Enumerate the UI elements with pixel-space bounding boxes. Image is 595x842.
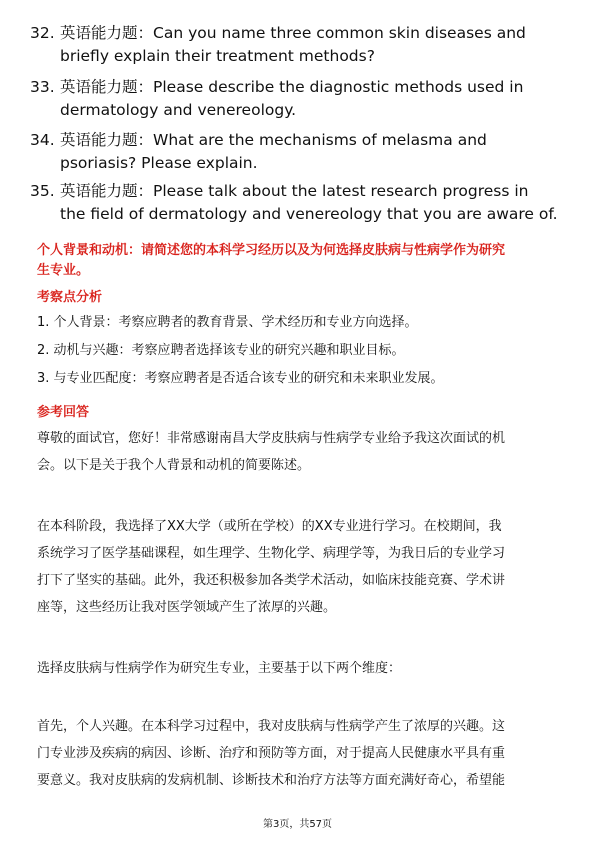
paragraph-line: 选择皮肤病与性病学作为研究生专业，主要基于以下两个维度： — [37, 661, 402, 676]
section-title-line: 生专业。 — [37, 263, 90, 278]
question-number: 34. — [30, 131, 55, 149]
question-text-line: briefly explain their treatment methods? — [60, 47, 375, 65]
paragraph-line: 系统学习了医学基础课程，如生理学、生物化学、病理学等，为我日后的专业学习 — [37, 546, 506, 561]
question-text-line: psoriasis? Please explain. — [60, 154, 258, 172]
question-text-line: 英语能力题：Can you name three common skin diseases and — [60, 24, 526, 42]
answer-paragraph-1 — [37, 425, 562, 479]
section-title — [37, 241, 567, 281]
section-title-line: 个人背景和动机：请简述您的本科学习经历以及为何选择皮肤病与性病学作为研究 — [37, 243, 506, 258]
question-35 — [30, 180, 575, 226]
question-number: 32. — [30, 24, 55, 42]
paragraph-line: 门专业涉及疾病的病因、诊断、治疗和预防等方面，对于提高人民健康水平具有重 — [37, 746, 506, 761]
paragraph-line: 会。以下是关于我个人背景和动机的简要陈述。 — [37, 458, 311, 473]
question-33 — [30, 76, 575, 122]
analysis-point-3: 3. 与专业匹配度：考察应聘者是否适合该专业的研究和未来职业发展。 — [37, 371, 444, 386]
analysis-point-1: 1. 个人背景：考察应聘者的教育背景、学术经历和专业方向选择。 — [37, 315, 418, 330]
question-text-line: 英语能力题：What are the mechanisms of melasma and — [60, 131, 487, 149]
analysis-heading: 考察点分析 — [37, 290, 103, 305]
question-number: 33. — [30, 78, 55, 96]
question-text-line: 英语能力题：Please describe the diagnostic methods used in — [60, 78, 524, 96]
paragraph-line: 打下了坚实的基础。此外，我还积极参加各类学术活动，如临床技能竞赛、学术讲 — [37, 573, 506, 588]
paragraph-line: 在本科阶段，我选择了XX大学（或所在学校）的XX专业进行学习。在校期间，我 — [37, 519, 502, 534]
answer-paragraph-3 — [37, 655, 562, 682]
paragraph-line: 首先，个人兴趣。在本科学习过程中，我对皮肤病与性病学产生了浓厚的兴趣。这 — [37, 719, 506, 734]
page-number-footer: 第3页，共57页 — [262, 819, 333, 830]
paragraph-line: 座等，这些经历让我对医学领域产生了浓厚的兴趣。 — [37, 600, 337, 615]
analysis-point-2: 2. 动机与兴趣：考察应聘者选择该专业的研究兴趣和职业目标。 — [37, 343, 405, 358]
paragraph-line: 要意义。我对皮肤病的发病机制、诊断技术和治疗方法等方面充满好奇心，希望能 — [37, 773, 506, 788]
question-number: 35. — [30, 182, 55, 200]
question-34 — [30, 129, 575, 175]
question-32 — [30, 22, 575, 68]
answer-heading: 参考回答 — [37, 405, 90, 420]
question-text-line: the field of dermatology and venereology that you are aware of. — [60, 205, 558, 223]
answer-paragraph-4 — [37, 713, 562, 794]
question-text-line: 英语能力题：Please talk about the latest research progress in — [60, 182, 529, 200]
question-text-line: dermatology and venereology. — [60, 101, 297, 119]
paragraph-line: 尊敬的面试官，您好！非常感谢南昌大学皮肤病与性病学专业给予我这次面试的机 — [37, 431, 506, 446]
answer-paragraph-2 — [37, 513, 562, 621]
